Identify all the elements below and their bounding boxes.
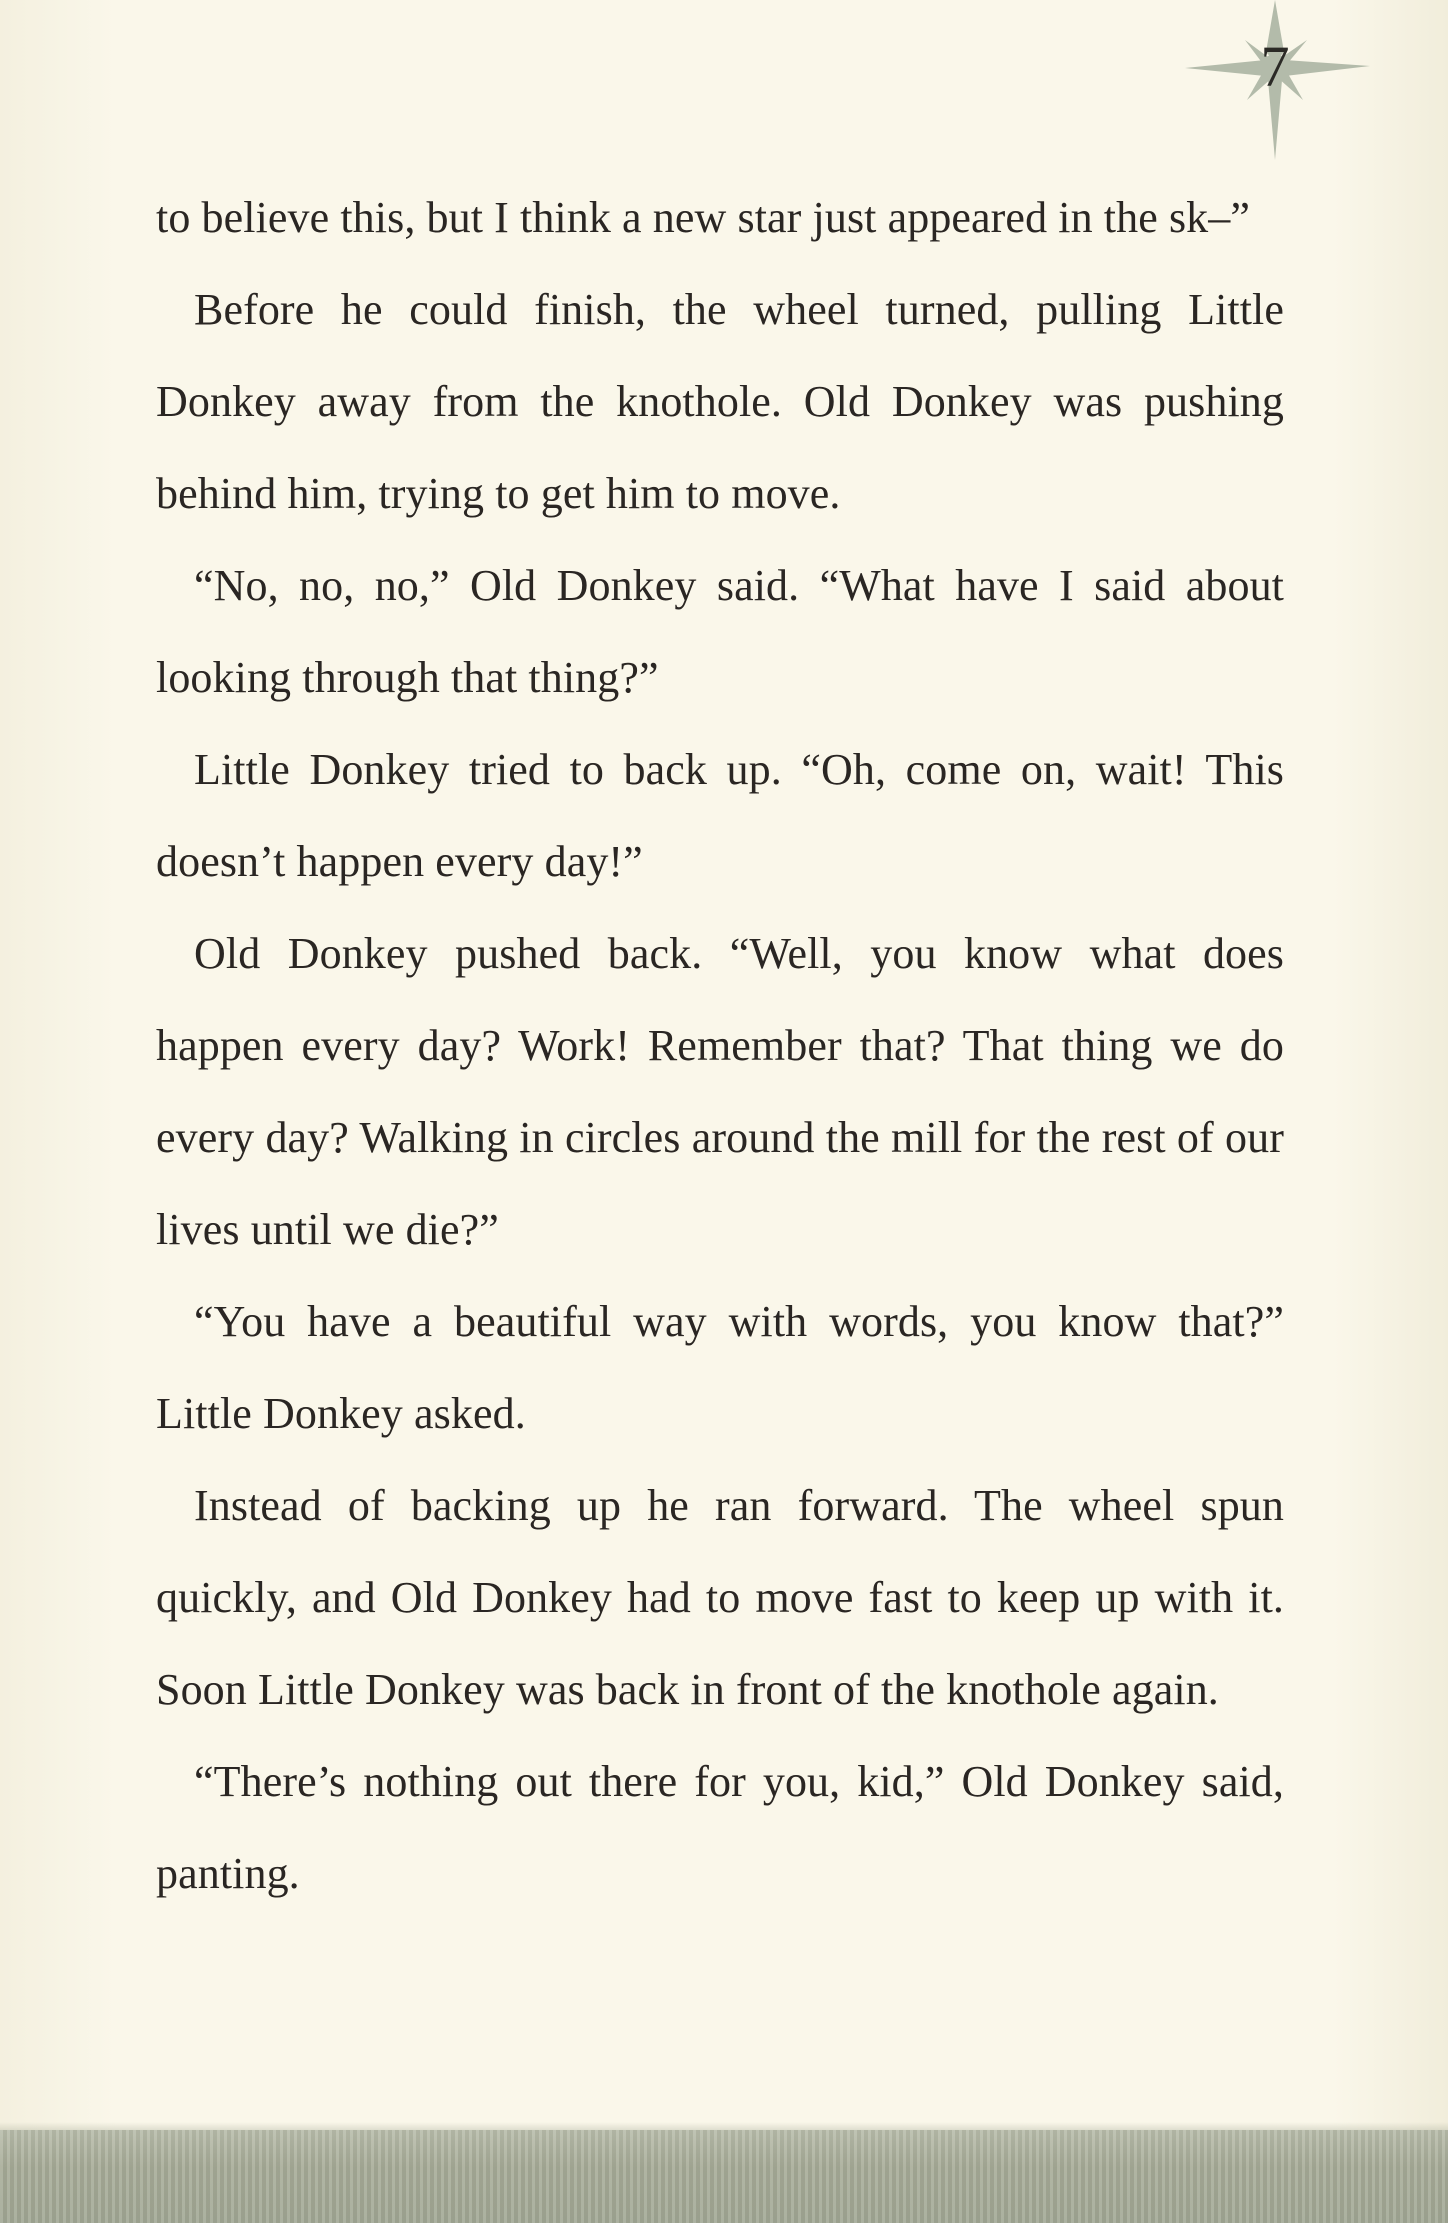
paragraph: “No, no, no,” Old Donkey said. “What have I said about looking through that thing?” <box>156 561 1284 702</box>
paragraph: to believe this, but I think a new star just appeared in the sk–” <box>156 193 1250 242</box>
paragraph: Little Donkey tried to back up. “Oh, come on, wait! This doesn’t happen every day!” <box>156 745 1284 886</box>
paragraph: “You have a beautiful way with words, you know that?” Little Donkey asked. <box>156 1297 1284 1438</box>
paragraph: Instead of backing up he ran forward. The wheel spun quickly, and Old Donkey had to move fast to keep up with it. Soon Little Donkey was back in front of the knothole again. <box>156 1481 1284 1714</box>
body-text <box>156 172 1284 1920</box>
paragraph: “There’s nothing out there for you, kid,” Old Donkey said, panting. <box>156 1757 1284 1898</box>
paragraph: Before he could finish, the wheel turned, pulling Little Donkey away from the knothole. Old Donkey was pushing behind him, trying to get him to move. <box>156 285 1284 518</box>
footer-band <box>0 2130 1448 2223</box>
paragraph: Old Donkey pushed back. “Well, you know what does happen every day? Work! Remember that? That thing we do every day? Walking in circles around the mill for the rest of our lives until we die?” <box>156 929 1284 1254</box>
page-number: 7 <box>1260 34 1290 99</box>
